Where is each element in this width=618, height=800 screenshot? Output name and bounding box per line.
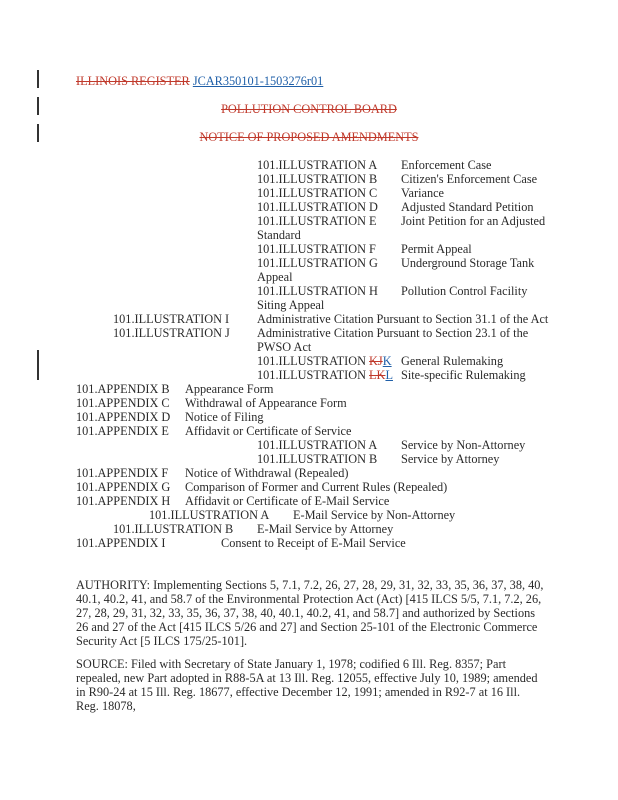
appendix-desc: Notice of Withdrawal (Repealed) [185, 466, 349, 480]
deleted-register-title: ILLINOIS REGISTER [76, 74, 190, 88]
appendix-code: 101.APPENDIX C [76, 396, 170, 410]
illustration-desc-continued: Appeal [257, 270, 293, 284]
appendix-desc: Affidavit or Certificate of E-Mail Service [185, 494, 390, 508]
appendix-code: 101.APPENDIX G [76, 480, 171, 494]
illustration-desc: Site-specific Rulemaking [401, 368, 526, 382]
illustration-desc: General Rulemaking [401, 354, 504, 368]
illustration-desc-continued: PWSO Act [257, 340, 312, 354]
agency-title: POLLUTION CONTROL BOARD [221, 102, 397, 116]
illustration-code: 101.ILLUSTRATION D [257, 200, 378, 214]
illustration-code: 101.ILLUSTRATION A [257, 438, 378, 452]
illustration-code-amended: 101.ILLUSTRATION KJK [257, 354, 392, 368]
illustration-desc: Underground Storage Tank [401, 256, 535, 270]
illustration-code: 101.ILLUSTRATION I [113, 312, 230, 326]
appendix-desc: Appearance Form [185, 382, 274, 396]
authority-paragraph: AUTHORITY: Implementing Sections 5, 7.1, 7.2, 26, 27, 28, 29, 31, 32, 33, 35, 36, 37, 38, 40, 40.1, 40.2, 41, and 58.7 of the Environmental Protection Act (Act) [415 ILCS 5/5, 7.1, 7.2, 26, 27, 28, 29, 31, 32, 33, 35, 36, 37, 38, 40, 40.1, 40.2, 41, and 58.7] and authorized by Sections 26 and 27 of the Act [415 ILCS 5/26 and 27] and Section 25-101 of the Electronic Commerce Security Act [5 ILCS 175/25-101]. [76, 578, 544, 648]
illustration-desc: Joint Petition for an Adjusted [401, 214, 546, 228]
appendix-code: 101.APPENDIX H [76, 494, 171, 508]
inserted-letter: K [382, 354, 392, 368]
illustration-desc: Permit Appeal [401, 242, 472, 256]
change-bar [37, 70, 39, 88]
source-paragraph: SOURCE: Filed with Secretary of State January 1, 1978; codified 6 Ill. Reg. 8357; Part repealed, new Part adopted in R88-5A at 13 Ill. Reg. 12055, effective July 10, 1989; amended in R90-24 at 15 Ill. Reg. 18677, effective December 12, 1991; amended in R92-7 at 16 Ill. Reg. 18078, [76, 657, 538, 713]
illustration-code: 101.ILLUSTRATION C [257, 186, 378, 200]
illustration-code: 101.ILLUSTRATION B [257, 172, 378, 186]
illustration-code: 101.ILLUSTRATION F [257, 242, 376, 256]
appendix-code: 101.APPENDIX I [76, 536, 166, 550]
appendix-desc: Affidavit or Certificate of Service [185, 424, 352, 438]
illustration-desc: Adjusted Standard Petition [401, 200, 534, 214]
illustration-desc: Administrative Citation Pursuant to Section 23.1 of the [257, 326, 529, 340]
illustration-code: 101.ILLUSTRATION E [257, 214, 377, 228]
illustration-desc-continued: Siting Appeal [257, 298, 325, 312]
deleted-letter: LK [369, 368, 386, 382]
appendix-desc: Consent to Receipt of E-Mail Service [221, 536, 406, 550]
illustration-desc: Citizen's Enforcement Case [401, 172, 538, 186]
inserted-letter: L [385, 368, 393, 382]
illustration-code: 101.ILLUSTRATION A [149, 508, 270, 522]
illustration-desc: Enforcement Case [401, 158, 492, 172]
illustration-desc: Variance [401, 186, 445, 200]
illustration-desc: Administrative Citation Pursuant to Section 31.1 of the Act [257, 312, 549, 326]
deleted-letter: KJ [369, 354, 383, 368]
appendix-code: 101.APPENDIX D [76, 410, 171, 424]
appendix-code: 101.APPENDIX F [76, 466, 169, 480]
illustration-code-amended: 101.ILLUSTRATION LKL [257, 368, 393, 382]
illustration-code: 101.ILLUSTRATION B [257, 452, 378, 466]
register-header [76, 74, 323, 88]
inserted-register-code: JCAR350101-1503276r01 [192, 74, 324, 88]
illustration-code: 101.ILLUSTRATION H [257, 284, 378, 298]
appendix-desc: Withdrawal of Appearance Form [185, 396, 347, 410]
illustration-code: 101.ILLUSTRATION J [113, 326, 230, 340]
illustration-code: 101.ILLUSTRATION B [113, 522, 234, 536]
illustration-desc-continued: Standard [257, 228, 301, 242]
illustration-desc: E-Mail Service by Attorney [257, 522, 394, 536]
change-bar [37, 350, 39, 380]
illustration-desc: E-Mail Service by Non-Attorney [293, 508, 456, 522]
illustration-desc: Service by Attorney [401, 452, 500, 466]
appendix-desc: Comparison of Former and Current Rules (Repealed) [185, 480, 448, 494]
illustration-code: 101.ILLUSTRATION G [257, 256, 378, 270]
illustration-code: 101.ILLUSTRATION A [257, 158, 378, 172]
appendix-code: 101.APPENDIX B [76, 382, 170, 396]
appendix-code: 101.APPENDIX E [76, 424, 169, 438]
notice-title: NOTICE OF PROPOSED AMENDMENTS [199, 130, 419, 144]
appendix-desc: Notice of Filing [185, 410, 264, 424]
illustration-desc: Service by Non-Attorney [401, 438, 526, 452]
illustration-desc: Pollution Control Facility [401, 284, 528, 298]
